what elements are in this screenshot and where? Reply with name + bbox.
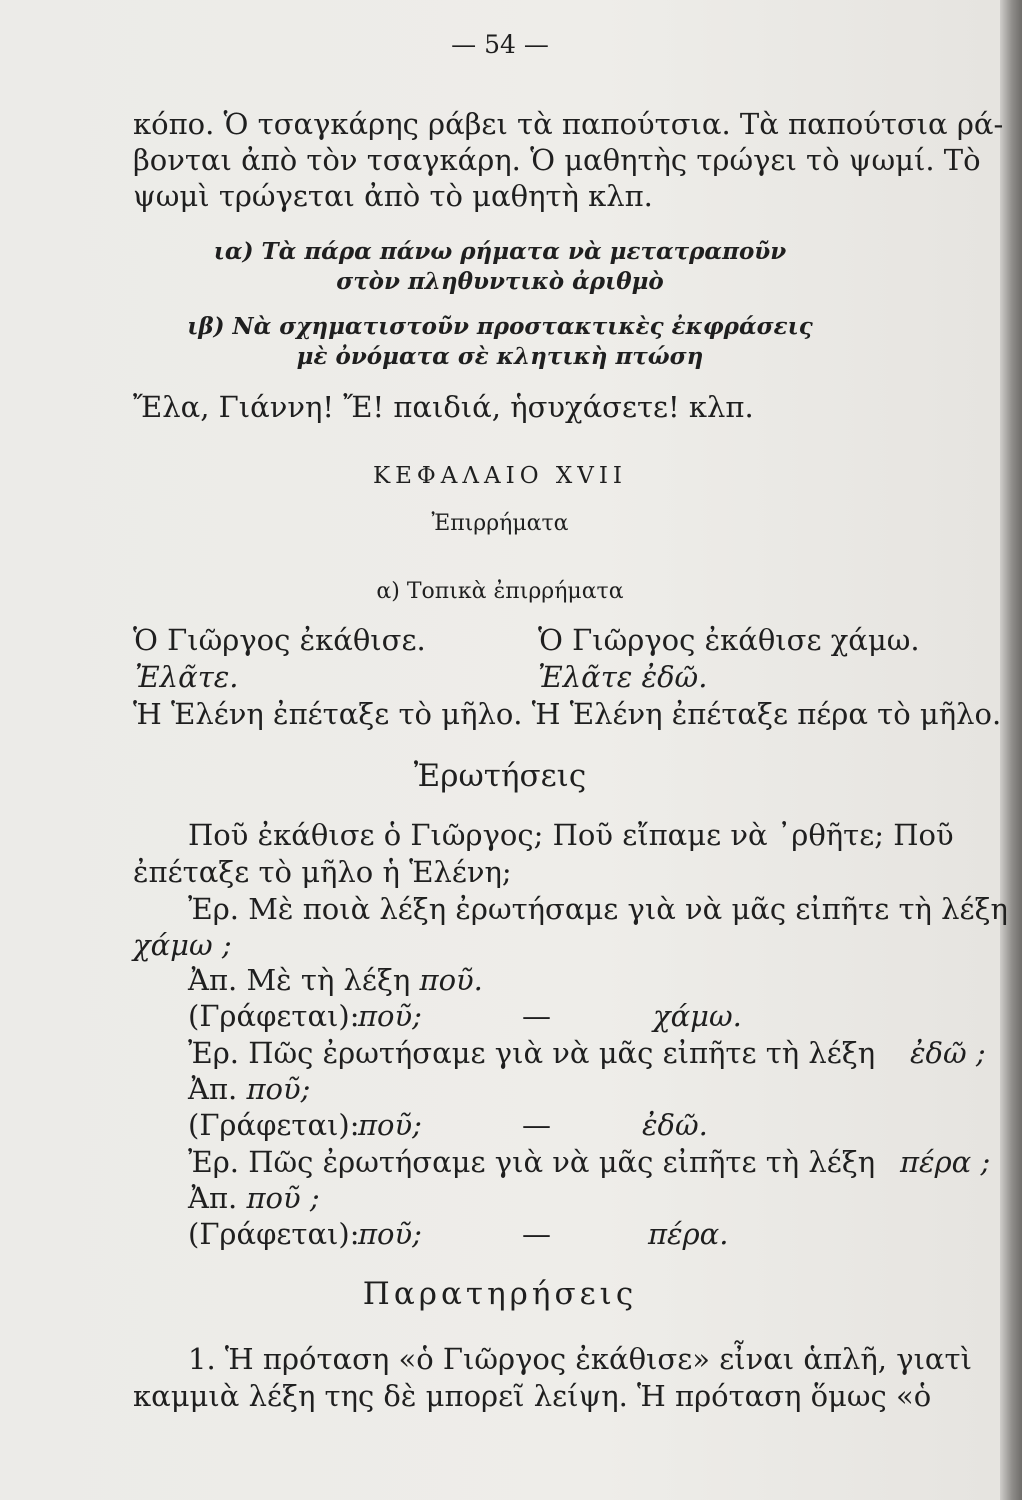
written-answer: ἐδῶ. <box>642 1108 708 1142</box>
question-line: Ἐρ. Μὲ ποιὰ λέξη ἐρωτήσαμε γιὰ νὰ μᾶς εἰπῆτε τὴ λέξη <box>188 892 1008 926</box>
written-answer: χάμω. <box>653 999 742 1033</box>
exercise-heading-ib-cont: μὲ ὀνόματα σὲ κλητικὴ πτώση <box>296 343 704 370</box>
question-word: ἐδῶ ; <box>910 1036 986 1070</box>
answer-line <box>188 963 483 997</box>
question-line: Ἐρ. Πῶς ἐρωτήσαμε γιὰ νὰ μᾶς εἰπῆτε τὴ λέξη <box>188 1145 876 1179</box>
answer-word: ποῦ. <box>419 963 483 997</box>
written-question: ποῦ; <box>358 1108 422 1142</box>
question-line: Ἐρ. Πῶς ἐρωτήσαμε γιὰ νὰ μᾶς εἰπῆτε τὴ λέξη <box>188 1036 876 1070</box>
example-right: Ὁ Γιῶργος ἐκάθισε χάμω. <box>538 623 920 657</box>
written-dash: — <box>522 1217 551 1251</box>
question-word: χάμω ; <box>133 928 232 962</box>
page-number: — 54 — <box>451 30 549 59</box>
written-label: (Γράφεται): <box>188 1217 360 1251</box>
answer-prefix: Ἀπ. <box>188 1181 247 1215</box>
example-right: Ἐλᾶτε ἐδῶ. <box>538 660 708 694</box>
section-title: α) Τοπικὰ ἐπιρρήματα <box>376 579 624 604</box>
answer-word: ποῦ ; <box>246 1181 320 1215</box>
answer-word: ποῦ; <box>246 1072 311 1106</box>
written-label: (Γράφεται): <box>188 999 360 1033</box>
written-question: ποῦ; <box>358 1217 422 1251</box>
questions-heading: Ἐρωτήσεις <box>413 758 587 794</box>
exercise-heading-ia-cont: στὸν πληθυντικὸ ἀριθμὸ <box>336 268 664 295</box>
paragraph-line: βονται ἀπὸ τὸν τσαγκάρη. Ὁ μαθητὴς τρώγει τὸ ψωμί. Τὸ <box>133 143 981 177</box>
chapter-subtitle: Ἐπιρρήματα <box>431 511 569 536</box>
example-left: Ὁ Γιῶργος ἐκάθισε. <box>133 623 426 657</box>
exercise-heading-ia: ια) Τὰ πάρα πάνω ρήματα νὰ μετατραποῦν <box>213 238 787 265</box>
question-line: ἐπέταξε τὸ μῆλο ἡ Ἑλένη; <box>133 855 512 889</box>
answer-line <box>188 1181 320 1215</box>
answer-prefix: Ἀπ. Μὲ τὴ λέξη <box>188 963 420 997</box>
paragraph-line: ψωμὶ τρώγεται ἀπὸ τὸ μαθητὴ κλπ. <box>133 179 653 213</box>
written-label: (Γράφεται): <box>188 1108 360 1142</box>
page-edge-shadow <box>1000 0 1022 1500</box>
answer-prefix: Ἀπ. <box>188 1072 247 1106</box>
example-line: Ἔλα, Γιάννη! Ἔ! παιδιά, ἡσυχάσετε! κλπ. <box>133 390 754 424</box>
written-question: ποῦ; <box>358 999 422 1033</box>
example-line: Ἡ Ἑλένη ἐπέταξε τὸ μῆλο. Ἡ Ἑλένη ἐπέταξε πέρα τὸ μῆλο. <box>133 697 1002 731</box>
written-answer: πέρα. <box>648 1217 729 1251</box>
question-line: Ποῦ ἐκάθισε ὁ Γιῶργος; Ποῦ εἴπαμε νὰ ᾿ρθῆτε; Ποῦ <box>188 818 954 852</box>
paragraph-line: κόπο. Ὁ τσαγκάρης ράβει τὰ παπούτσια. Τὰ παπούτσια ρά- <box>133 107 1004 141</box>
written-dash: — <box>522 1108 551 1142</box>
observation-line: καμμιὰ λέξη της δὲ μπορεῖ λείψη. Ἡ πρόταση ὅμως «ὁ <box>133 1379 932 1413</box>
exercise-heading-ib: ιβ) Νὰ σχηματιστοῦν προστακτικὲς ἐκφράσεις <box>187 313 813 340</box>
question-word: πέρα ; <box>900 1145 991 1179</box>
answer-line <box>188 1072 310 1106</box>
observations-heading: Παρατηρήσεις <box>362 1276 638 1312</box>
chapter-title: ΚΕΦΑΛΑΙΟ XVII <box>372 463 628 489</box>
observation-line: 1. Ἡ πρόταση «ὁ Γιῶργος ἐκάθισε» εἶναι ἁπλῆ, γιατὶ <box>188 1342 972 1376</box>
example-left: Ἐλᾶτε. <box>135 660 239 694</box>
written-dash: — <box>522 999 551 1033</box>
